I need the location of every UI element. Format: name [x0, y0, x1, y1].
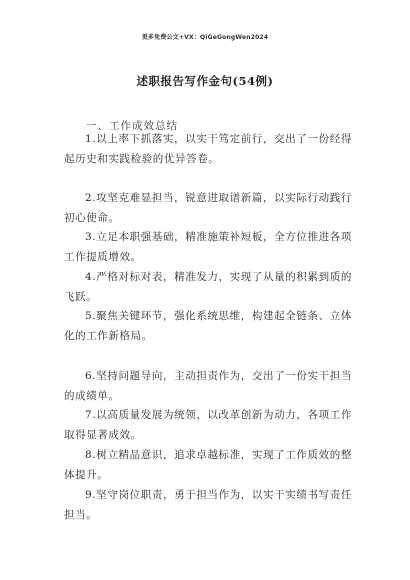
list-item: 8.树立精品意识，追求卓越标准，实现了工作质效的整体提升。 — [64, 449, 352, 481]
list-item: 3.立足本职强基础，精准施策补短板，全方位推进各项工作提质增效。 — [64, 231, 352, 263]
list-item: 1.以上率下抓落实，以实干笃定前行，交出了一份经得起历史和实践检验的优异答卷。 — [64, 133, 352, 165]
list-item: 7.以高质量发展为统领，以改革创新为动力，各项工作取得显著成效。 — [64, 409, 352, 441]
list-item: 9.坚守岗位职责，勇于担当作为，以实干实绩书写责任担当。 — [64, 489, 352, 521]
header-note: 更多免费公文+VX：QiGeGongWen2024 — [141, 34, 269, 41]
list-item: 6.坚持问题导向，主动担责作为，交出了一份实干担当的成绩单。 — [64, 370, 352, 402]
document-title: 述职报告写作金句(54例) — [136, 74, 274, 88]
list-item: 4.严格对标对表，精准发力，实现了从量的积累到质的飞跃。 — [64, 271, 352, 303]
list-item: 2.攻坚克难显担当，锐意进取谱新篇，以实际行动践行初心使命。 — [64, 192, 352, 224]
section-heading: 一、工作成效总结 — [86, 120, 178, 132]
list-item: 5.聚焦关键环节，强化系统思维，构建起全链条、立体化的工作新格局。 — [64, 310, 352, 342]
